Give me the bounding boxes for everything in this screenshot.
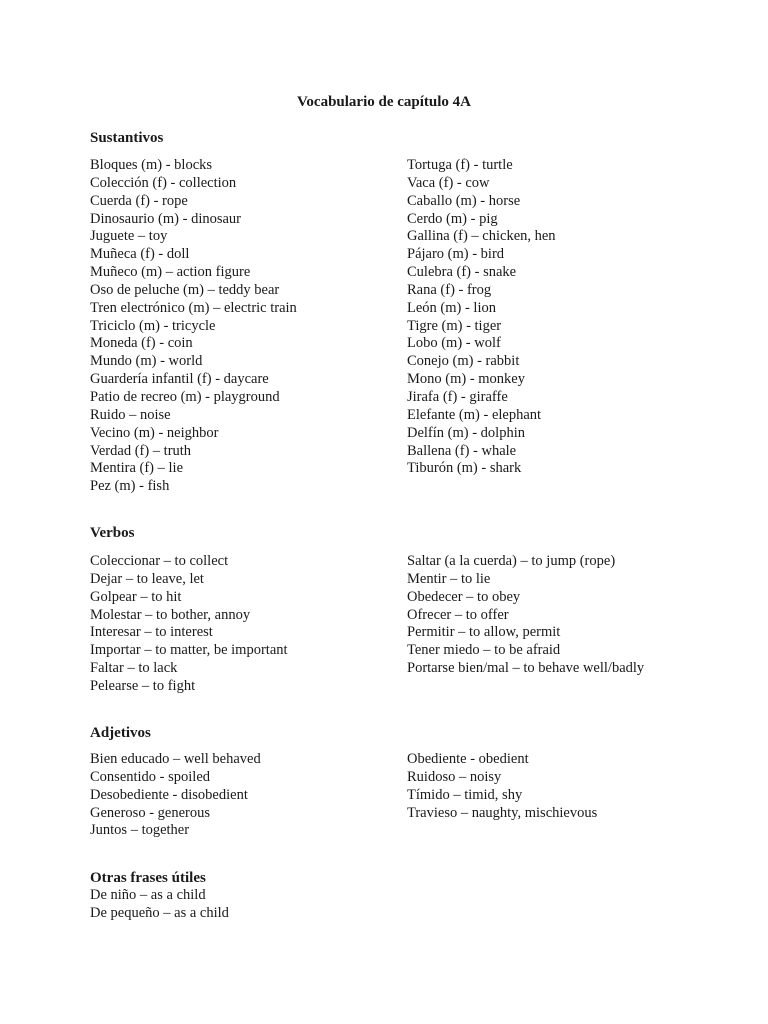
vocab-entry: Vaca (f) - cow — [407, 174, 490, 191]
vocab-entry: Desobediente - disobedient — [90, 786, 248, 803]
vocab-entry: Pez (m) - fish — [90, 478, 170, 495]
verbos-left-column — [90, 553, 288, 696]
vocab-entry: Caballo (m) - horse — [407, 192, 521, 209]
vocab-entry: Bien educado – well behaved — [90, 751, 261, 767]
vocab-entry: Conejo (m) - rabbit — [407, 353, 520, 370]
sustantivos-right-column — [407, 157, 556, 478]
vocab-entry: Moneda (f) - coin — [90, 335, 193, 352]
vocab-entry: Mentira (f) – lie — [90, 460, 184, 477]
vocab-entry: Colección (f) - collection — [90, 174, 237, 191]
vocab-entry: Ofrecer – to offer — [407, 606, 509, 623]
vocab-entry: Tren electrónico (m) – electric train — [90, 299, 297, 316]
vocab-entry: Verdad (f) – truth — [90, 442, 192, 459]
vocab-entry: Saltar (a la cuerda) – to jump (rope) — [407, 553, 616, 569]
vocab-entry: Portarse bien/mal – to behave well/badly — [407, 660, 645, 677]
vocab-entry: Juguete – toy — [90, 228, 168, 245]
vocab-entry: Obedecer – to obey — [407, 588, 521, 605]
section-heading-sustantivos: Sustantivos — [90, 130, 164, 146]
vocab-entry: Ruidoso – noisy — [407, 768, 502, 785]
vocab-entry: Obediente - obedient — [407, 751, 529, 767]
vocab-entry: Tener miedo – to be afraid — [407, 642, 561, 659]
vocab-entry: Cuerda (f) - rope — [90, 192, 188, 209]
vocab-entry: Ruido – noise — [90, 406, 171, 423]
vocab-entry: Pájaro (m) - bird — [407, 246, 505, 263]
vocab-entry: Triciclo (m) - tricycle — [90, 317, 216, 334]
document-title: Vocabulario de capítulo 4A — [296, 94, 472, 110]
vocab-entry: Vecino (m) - neighbor — [90, 424, 219, 441]
vocab-entry: Cerdo (m) - pig — [407, 210, 498, 227]
vocab-entry: Dejar – to leave, let — [90, 570, 204, 587]
vocab-entry: Bloques (m) - blocks — [90, 157, 213, 173]
vocab-entry: Mono (m) - monkey — [407, 371, 525, 388]
vocab-entry: Mentir – to lie — [407, 570, 491, 587]
vocab-entry: Interesar – to interest — [90, 624, 213, 641]
vocab-entry: Juntos – together — [90, 822, 190, 839]
vocab-entry: Molestar – to bother, annoy — [90, 606, 251, 623]
vocab-entry: Permitir – to allow, permit — [407, 624, 561, 641]
vocab-entry: Delfín (m) - dolphin — [407, 424, 525, 441]
vocab-entry: Culebra (f) - snake — [407, 264, 517, 281]
vocab-entry: Muñeco (m) – action figure — [90, 264, 251, 281]
vocab-entry: Golpear – to hit — [90, 588, 182, 605]
vocab-entry: Oso de peluche (m) – teddy bear — [90, 281, 280, 298]
sustantivos-left-column — [90, 157, 297, 496]
vocab-entry: Tigre (m) - tiger — [407, 317, 502, 334]
adjetivos-right-column — [407, 751, 597, 822]
vocab-entry: Tímido – timid, shy — [407, 786, 523, 803]
vocab-entry: Faltar – to lack — [90, 660, 178, 677]
vocab-entry: Consentido - spoiled — [90, 768, 211, 785]
vocab-entry: Coleccionar – to collect — [90, 553, 229, 569]
vocab-entry: Pelearse – to fight — [90, 677, 196, 694]
vocab-entry: Gallina (f) – chicken, hen — [407, 228, 556, 245]
vocab-entry: León (m) - lion — [407, 299, 496, 316]
vocab-entry: Tiburón (m) - shark — [407, 460, 522, 477]
vocab-entry: Generoso - generous — [90, 804, 210, 821]
section-heading-verbos: Verbos — [90, 525, 135, 541]
verbos-right-column — [407, 553, 644, 678]
vocab-entry: Tortuga (f) - turtle — [407, 157, 513, 173]
vocab-entry: De pequeño – as a child — [90, 904, 229, 921]
vocab-entry: Importar – to matter, be important — [90, 642, 288, 659]
vocab-entry: Lobo (m) - wolf — [407, 335, 501, 352]
vocab-entry: Muñeca (f) - doll — [90, 246, 190, 263]
vocab-entry: Dinosaurio (m) - dinosaur — [90, 210, 242, 227]
otras-frases-list — [90, 887, 229, 923]
vocab-entry: Guardería infantil (f) - daycare — [90, 371, 269, 388]
section-heading-adjetivos: Adjetivos — [90, 725, 151, 741]
vocab-entry: De niño – as a child — [90, 887, 206, 903]
adjetivos-left-column — [90, 751, 261, 840]
section-heading-otras-frases: Otras frases útiles — [90, 870, 206, 886]
vocab-entry: Patio de recreo (m) - playground — [90, 388, 280, 405]
vocab-entry: Mundo (m) - world — [90, 353, 203, 370]
vocab-entry: Rana (f) - frog — [407, 281, 492, 298]
vocab-entry: Jirafa (f) - giraffe — [407, 388, 508, 405]
vocab-entry: Travieso – naughty, mischievous — [407, 804, 598, 821]
vocab-entry: Elefante (m) - elephant — [407, 406, 542, 423]
vocab-entry: Ballena (f) - whale — [407, 442, 517, 459]
